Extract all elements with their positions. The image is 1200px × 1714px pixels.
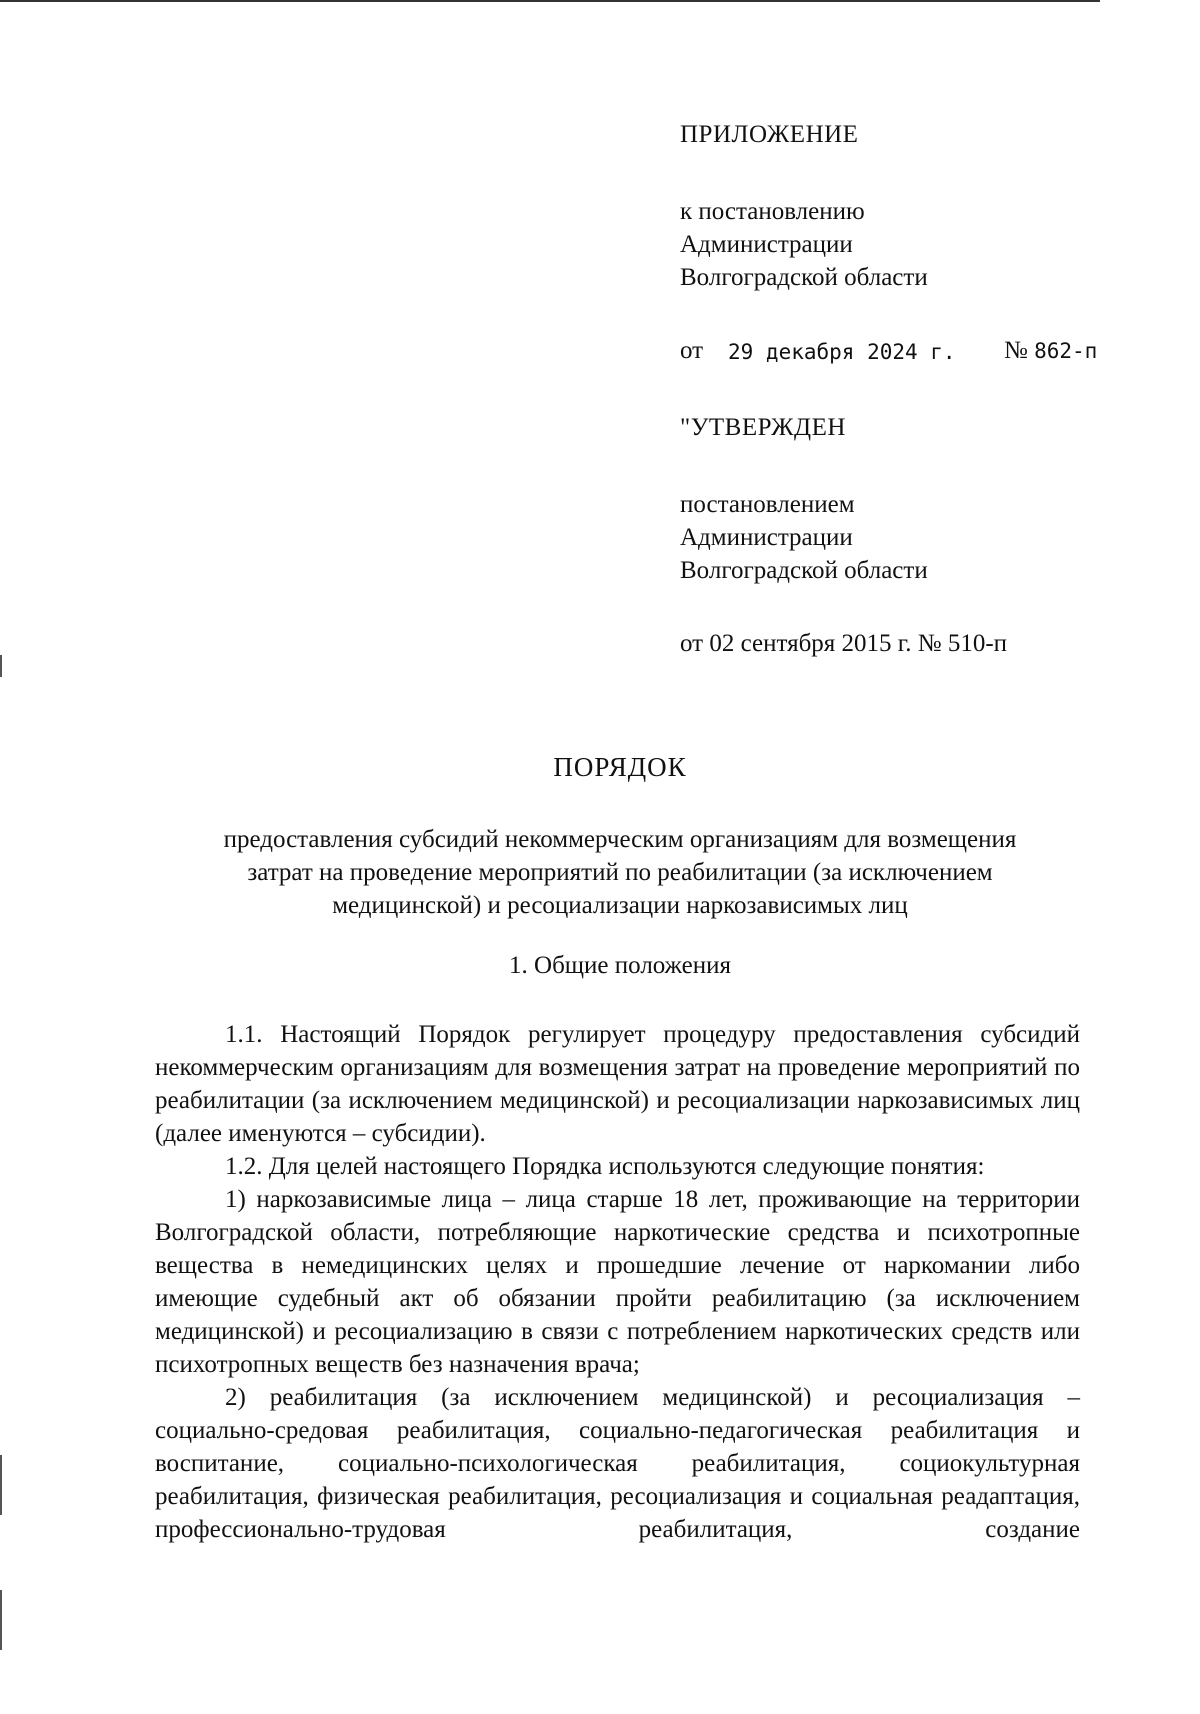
body-text (155, 1018, 1080, 1546)
approved-heading: "УТВЕРЖДЕН (680, 414, 846, 441)
section-heading: 1. Общие положения (509, 952, 731, 979)
paragraph: 1.1. Настоящий Порядок регулирует процедуру предоставления субсидий некоммерческим организациям для возмещения затрат на проведение мероприятий по реабилитации (за исключением медицинской) и ресоциализации наркозависимых лиц (далее именуются – субсидии). (155, 1021, 1080, 1147)
scan-edge-mark (0, 1455, 2, 1515)
appendix-line: Волгоградской области (680, 264, 928, 291)
appendix-line: к постановлению (680, 198, 865, 225)
subtitle-line: затрат на проведение мероприятий по реабилитации (за исключением (247, 859, 993, 886)
appendix-line: Администрации (680, 231, 853, 258)
approved-line: постановлением (680, 491, 855, 518)
current-decree-date-line (680, 334, 1140, 367)
date-prefix: от (680, 337, 704, 364)
paragraph: 1) наркозависимые лица – лица старше 18 лет, проживающие на территории Волгоградской области, потребляющие наркотические средства и психотропные вещества в немедицинских целях и прошедшие лечение от наркомании либо имеющие судебный акт об обязании пройти реабилитацию (за исключением медицинской) и ресоциализацию в связи с потреблением наркотических средств или психотропных веществ без назначения врача; (155, 1186, 1080, 1378)
decree-date: 29 декабря 2024 г. (728, 340, 956, 364)
approved-line: Волгоградской области (680, 557, 928, 584)
paragraph: 1.2. Для целей настоящего Порядка используются следующие понятия: (225, 1153, 985, 1180)
scan-edge-line (0, 0, 1100, 2)
paragraph: 2) реабилитация (за исключением медицинской) и ресоциализация – социально-средовая реабилитация, социально-педагогическая реабилитация и воспитание, социально-психологическая реабилитация, социокультурная реабилитация, физическая реабилитация, ресоциализация и социальная реадаптация, профессионально-трудовая реабилитация, создание (155, 1384, 1080, 1543)
original-decree-reference: от 02 сентября 2015 г. № 510-п (680, 630, 1008, 657)
scan-edge-mark (0, 655, 2, 677)
scan-edge-mark (0, 1590, 2, 1650)
approved-line: Администрации (680, 524, 853, 551)
subtitle-line: предоставления субсидий некоммерческим организациям для возмещения (223, 826, 1017, 853)
document-title: ПОРЯДОК (553, 752, 687, 782)
appendix-heading: ПРИЛОЖЕНИЕ (680, 121, 859, 148)
document-subtitle (150, 823, 1090, 922)
decree-number: 862-п (1034, 339, 1098, 363)
approval-block (680, 118, 1140, 660)
number-sign: № (1004, 337, 1028, 364)
decree-number-wrap (1004, 334, 1097, 368)
subtitle-line: медицинской) и ресоциализации наркозависимых лиц (332, 892, 908, 919)
